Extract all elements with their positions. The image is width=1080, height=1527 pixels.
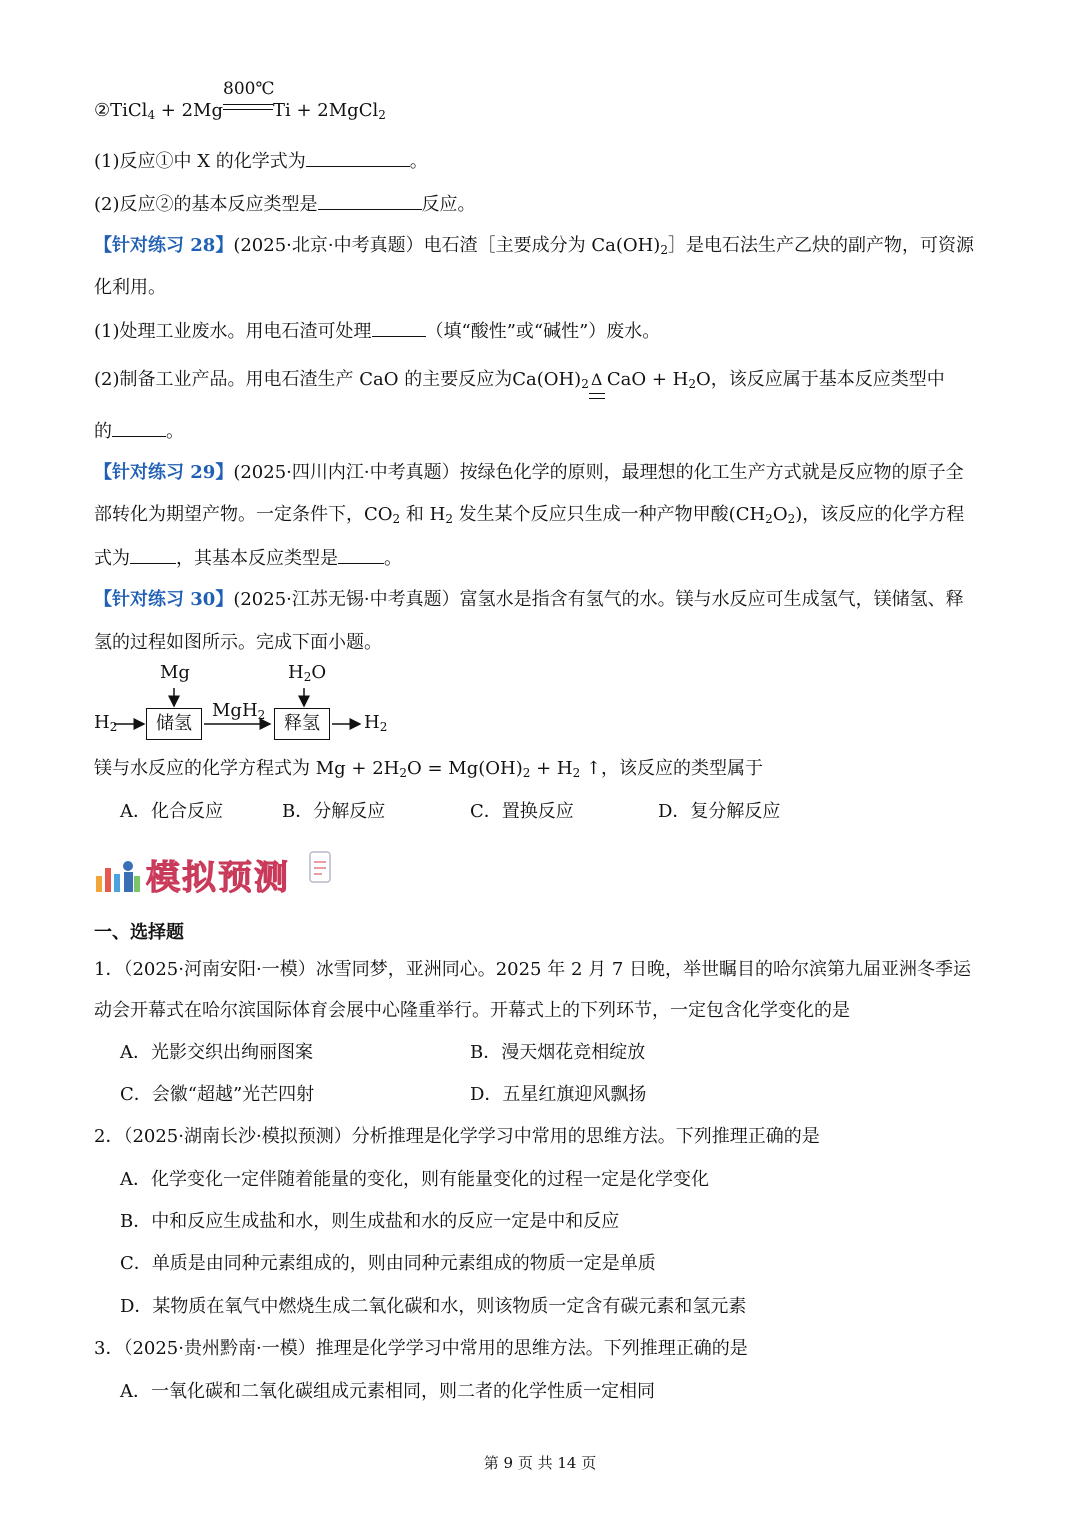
answer-blank[interactable] bbox=[318, 191, 422, 210]
q30-line2 bbox=[94, 630, 382, 656]
question-text: 1．（2025·河南安阳·一模）冰雪同梦，亚洲同心。2025 年 2 月 7 日晚，举世瞩目的哈尔滨第九届亚洲冬季运 bbox=[94, 959, 972, 980]
question-text: 式为 bbox=[94, 548, 130, 569]
q1-line1 bbox=[94, 957, 971, 983]
q3-option-a[interactable]: A．一氧化碳和二氧化碳组成元素相同，则二者的化学性质一定相同 bbox=[120, 1381, 655, 1402]
reaction-condition: 800℃ bbox=[223, 79, 275, 99]
question-text: (2025·江苏无锡·中考真题）富氢水是指含有氢气的水。镁与水反应可生成氢气，镁储氢、释 bbox=[233, 589, 964, 610]
answer-blank[interactable] bbox=[112, 418, 166, 437]
question-text: 2．（2025·湖南长沙·模拟预测）分析推理是化学学习中常用的思维方法。下列推理正确的是 bbox=[94, 1126, 820, 1147]
question-text: O = Mg(OH) bbox=[407, 758, 523, 779]
eq-subscript: 2 bbox=[399, 766, 407, 780]
eq-subscript: 2 bbox=[765, 512, 773, 526]
eq-subscript: 2 bbox=[581, 377, 589, 391]
eq-subscript: 2 bbox=[660, 243, 668, 257]
storage-box: 储氢 bbox=[146, 708, 202, 740]
q1-line2 bbox=[94, 998, 850, 1024]
option-d[interactable]: D．复分解反应 bbox=[658, 801, 781, 822]
question-text: 的 bbox=[94, 421, 112, 442]
q27-part2 bbox=[94, 191, 476, 218]
h2-output-label: $H_2$ bbox=[364, 712, 388, 734]
answer-blank[interactable] bbox=[338, 545, 384, 564]
question-text: ↑，该反应的类型属于 bbox=[580, 758, 764, 779]
option-a[interactable]: A．化合反应 bbox=[120, 801, 223, 822]
q28-stem-line2 bbox=[94, 275, 166, 301]
q30-line1 bbox=[94, 587, 964, 613]
question-text: 和 H bbox=[400, 504, 446, 525]
q30-equation bbox=[94, 756, 763, 786]
eq-subscript: 4 bbox=[147, 108, 156, 122]
question-text: 。 bbox=[384, 548, 402, 569]
eq-subscript: 2 bbox=[378, 108, 386, 122]
question-text: 。 bbox=[166, 421, 184, 442]
q2-option-d[interactable]: D．某物质在氧气中燃烧生成二氧化碳和水，则该物质一定含有碳元素和氢元素 bbox=[120, 1296, 747, 1317]
question-text: 。 bbox=[409, 151, 428, 172]
q29-line2 bbox=[94, 502, 964, 532]
h2o-label: $H_2O$ bbox=[288, 662, 327, 684]
answer-blank[interactable] bbox=[372, 318, 426, 337]
question-text: ］是电石法生产乙炔的副产物，可资源 bbox=[667, 235, 974, 256]
q27-part1 bbox=[94, 148, 428, 175]
answer-blank[interactable] bbox=[306, 148, 410, 167]
question-text: 3．（2025·贵州黔南·一模）推理是化学学习中常用的思维方法。下列推理正确的是 bbox=[94, 1338, 748, 1359]
eq-subscript: 2 bbox=[522, 766, 531, 780]
q29-line1 bbox=[94, 460, 964, 486]
eq-subscript: 2 bbox=[445, 512, 453, 526]
h2-input-label: $H_2$ bbox=[94, 712, 118, 734]
question-text: CaO + H bbox=[606, 369, 689, 390]
page-number: 第 9 页 共 14 页 bbox=[483, 1454, 597, 1472]
option-b[interactable]: B．分解反应 bbox=[282, 801, 386, 822]
question-text: (2)制备工业产品。用电石渣生产 CaO 的主要反应为Ca(OH) bbox=[94, 369, 582, 390]
question-text: 氢的过程如图所示。完成下面小题。 bbox=[94, 632, 382, 653]
eq-subscript: 2 bbox=[688, 377, 696, 391]
hydrogen-storage-diagram bbox=[94, 660, 414, 750]
section-banner bbox=[94, 846, 339, 896]
mg-label: Mg bbox=[160, 662, 190, 683]
question-text: + H bbox=[530, 758, 573, 779]
question-text: O bbox=[772, 504, 788, 525]
option-b[interactable]: B．漫天烟花竞相绽放 bbox=[470, 1042, 646, 1063]
eq-subscript: 2 bbox=[787, 512, 796, 526]
eq-subscript: 2 bbox=[572, 766, 581, 780]
q2-option-c[interactable]: C．单质是由同种元素组成的，则由同种元素组成的物质一定是单质 bbox=[120, 1253, 656, 1274]
banner-title: 模拟预测 bbox=[146, 858, 290, 898]
q29-line3 bbox=[94, 545, 402, 572]
question-text: (2025·四川内江·中考真题）按绿色化学的原则，最理想的化工生产方式就是反应物的原子全 bbox=[233, 462, 964, 483]
option-a[interactable]: A．光影交织出绚丽图案 bbox=[120, 1042, 313, 1063]
mgh2-label: MgH$_2$ bbox=[212, 700, 266, 722]
question-text: 反应。 bbox=[421, 194, 476, 215]
question-text: (1)处理工业废水。用电石渣可处理 bbox=[94, 321, 372, 342]
practice-tag: 【针对练习 29】 bbox=[94, 462, 234, 483]
question-text: 发生某个反应只生成一种产物甲酸(CH bbox=[452, 504, 766, 525]
eq-text: + 2Mg bbox=[155, 100, 224, 121]
practice-tag: 【针对练习 28】 bbox=[94, 235, 234, 256]
q2-line1 bbox=[94, 1124, 820, 1150]
question-text: ，其基本反应类型是 bbox=[176, 548, 338, 569]
q28-stem bbox=[94, 233, 974, 263]
section-title: 一、选择题 bbox=[94, 922, 184, 943]
option-c[interactable]: C．会徽“超越”光芒四射 bbox=[120, 1084, 315, 1105]
question-text: (1)反应①中 X 的化学式为 bbox=[94, 151, 306, 172]
q2-option-a[interactable]: A．化学变化一定伴随着能量的变化，则有能量变化的过程一定是化学变化 bbox=[120, 1169, 709, 1190]
q28-part1 bbox=[94, 318, 660, 345]
question-text: (2025·北京·中考真题）电石渣［主要成分为 Ca(OH) bbox=[233, 235, 661, 256]
option-c[interactable]: C．置换反应 bbox=[470, 801, 574, 822]
reaction-condition-arrow bbox=[223, 79, 275, 118]
question-text: 动会开幕式在哈尔滨国际体育会展中心隆重举行。开幕式上的下列环节，一定包含化学变化的是 bbox=[94, 1000, 850, 1021]
delta-symbol: Δ bbox=[590, 370, 603, 389]
clipboard-icon bbox=[306, 848, 336, 888]
q2-option-b[interactable]: B．中和反应生成盐和水，则生成盐和水的反应一定是中和反应 bbox=[120, 1211, 620, 1232]
bar-chart-icon bbox=[94, 846, 144, 896]
q28-part2-line2 bbox=[94, 418, 184, 445]
question-text: 化利用。 bbox=[94, 277, 166, 298]
question-text: (2)反应②的基本反应类型是 bbox=[94, 194, 318, 215]
question-text: )，该反应的化学方程 bbox=[795, 504, 965, 525]
release-box: 释氢 bbox=[274, 708, 330, 740]
eq-subscript: 2 bbox=[392, 512, 401, 526]
question-text: 部转化为期望产物。一定条件下，CO bbox=[94, 504, 393, 525]
eq-text: Ti + 2MgCl bbox=[273, 100, 379, 121]
equation-2 bbox=[94, 79, 386, 128]
page-footer bbox=[0, 1452, 1080, 1473]
question-text: （填“酸性”或“碱性”）废水。 bbox=[425, 321, 661, 342]
question-text: 镁与水反应的化学方程式为 Mg + 2H bbox=[94, 758, 400, 779]
q28-part2 bbox=[94, 367, 945, 397]
question-text: O，该反应属于基本反应类型中 bbox=[695, 369, 945, 390]
eq-text: ②TiCl bbox=[94, 100, 148, 121]
option-d[interactable]: D．五星红旗迎风飘扬 bbox=[470, 1084, 647, 1105]
practice-tag: 【针对练习 30】 bbox=[94, 589, 234, 610]
q3-line1 bbox=[94, 1336, 748, 1362]
answer-blank[interactable] bbox=[130, 545, 176, 564]
